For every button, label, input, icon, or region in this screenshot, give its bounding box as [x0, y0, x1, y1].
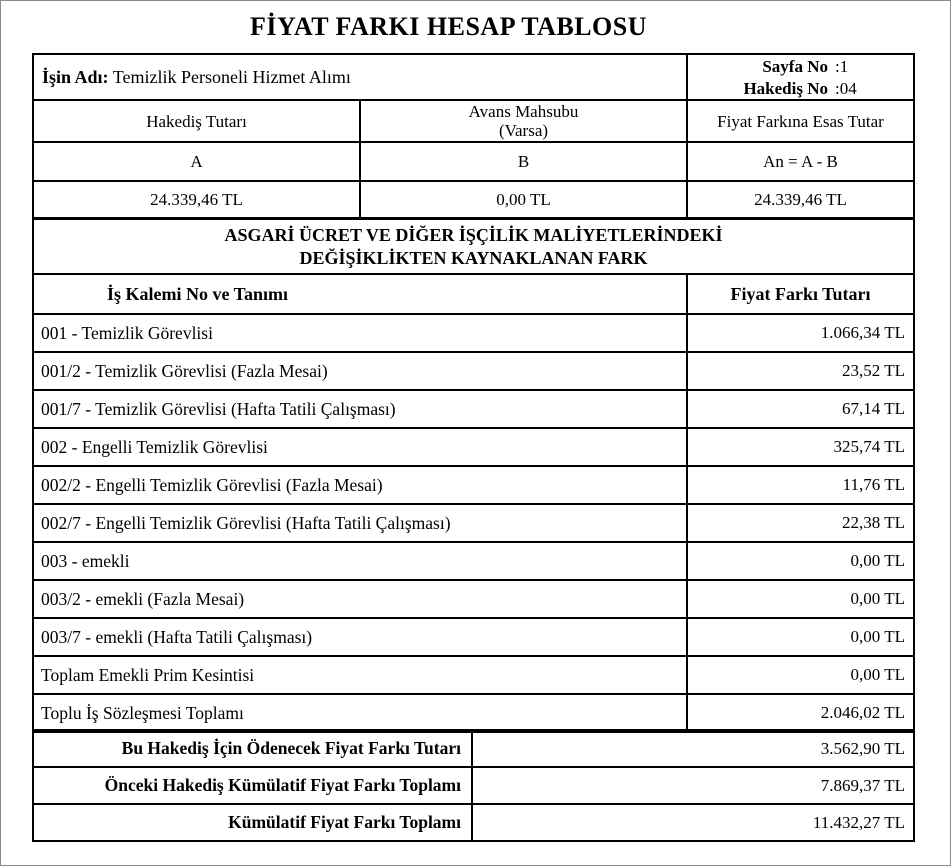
page-no-line	[728, 57, 873, 76]
table-row	[33, 542, 914, 580]
item-label: 003/2 - emekli (Fazla Mesai)	[33, 580, 687, 618]
summary-header-row	[33, 100, 914, 142]
section-band-line2: DEĞİŞİKLİKTEN KAYNAKLANAN FARK	[299, 247, 648, 268]
item-label: 002/2 - Engelli Temizlik Görevlisi (Fazla Mesai)	[33, 466, 687, 504]
table-row	[33, 580, 914, 618]
hakedis-no-label: Hakediş No	[743, 78, 828, 98]
item-amount: 0,00 TL	[687, 580, 914, 618]
item-label: 001/2 - Temizlik Görevlisi (Fazla Mesai)	[33, 352, 687, 390]
summary-code-a: A	[33, 142, 360, 181]
job-name-value: Temizlik Personeli Hizmet Alımı	[112, 66, 351, 87]
summary-code-row	[33, 142, 914, 181]
section-band-row	[33, 219, 914, 275]
item-amount: 0,00 TL	[687, 542, 914, 580]
header-row	[33, 54, 914, 100]
summary-col-header-a-line1: Hakediş Tutarı	[146, 111, 247, 131]
hakedis-no-value: :04	[835, 78, 857, 98]
job-name-label: İşin Adı:	[42, 66, 109, 87]
total-amount: 11.432,27 TL	[472, 804, 914, 841]
table-row	[33, 390, 914, 428]
summary-col-header-an	[687, 100, 914, 142]
item-amount: 22,38 TL	[687, 504, 914, 542]
table-row	[33, 466, 914, 504]
table-row	[33, 656, 914, 694]
item-label: 003 - emekli	[33, 542, 687, 580]
item-amount: 325,74 TL	[687, 428, 914, 466]
item-amount: 2.046,02 TL	[687, 694, 914, 732]
items-header-label: İş Kalemi No ve Tanımı	[106, 283, 289, 304]
page-no-value: :1	[835, 56, 849, 76]
summary-code-an: An = A - B	[687, 142, 914, 181]
summary-amount-a: 24.339,46 TL	[33, 181, 360, 219]
section-band-line1: ASGARİ ÜCRET VE DİĞER İŞÇİLİK MALİYETLERİNDEKİ	[224, 224, 723, 245]
document-title: FİYAT FARKI HESAP TABLOSU	[249, 12, 648, 41]
job-name-cell	[33, 54, 687, 100]
table-row	[33, 694, 914, 732]
table-row	[33, 314, 914, 352]
items-header-label-cell	[33, 274, 687, 314]
total-label: Önceki Hakediş Kümülatif Fiyat Farkı Toplamı	[33, 767, 472, 804]
page-info-cell	[687, 54, 914, 100]
page-info-block	[688, 57, 913, 98]
hakedis-no-line	[728, 79, 873, 98]
main-table	[32, 53, 915, 733]
total-label: Kümülatif Fiyat Farkı Toplamı	[33, 804, 472, 841]
table-row	[33, 504, 914, 542]
items-header-row	[33, 274, 914, 314]
summary-amount-row	[33, 181, 914, 219]
item-label: Toplu İş Sözleşmesi Toplamı	[33, 694, 687, 732]
summary-col-header-an-line1: Fiyat Farkına Esas Tutar	[717, 111, 884, 131]
item-amount: 67,14 TL	[687, 390, 914, 428]
table-row	[33, 618, 914, 656]
summary-col-header-b	[360, 100, 687, 142]
summary-col-header-b-line1: Avans Mahsubu	[468, 102, 579, 121]
item-label: Toplam Emekli Prim Kesintisi	[33, 656, 687, 694]
summary-col-header-b-line2: (Varsa)	[498, 121, 549, 140]
totals-row	[33, 730, 914, 767]
table-row	[33, 428, 914, 466]
item-label: 001 - Temizlik Görevlisi	[33, 314, 687, 352]
item-amount: 23,52 TL	[687, 352, 914, 390]
item-label: 002/7 - Engelli Temizlik Görevlisi (Hafta Tatili Çalışması)	[33, 504, 687, 542]
page-no-label: Sayfa No	[762, 56, 828, 76]
total-label: Bu Hakediş İçin Ödenecek Fiyat Farkı Tutarı	[33, 730, 472, 767]
summary-col-header-a	[33, 100, 360, 142]
summary-amount-b: 0,00 TL	[360, 181, 687, 219]
totals-table	[32, 729, 915, 842]
summary-amount-an: 24.339,46 TL	[687, 181, 914, 219]
totals-row	[33, 767, 914, 804]
item-amount: 1.066,34 TL	[687, 314, 914, 352]
total-amount: 7.869,37 TL	[472, 767, 914, 804]
item-amount: 11,76 TL	[687, 466, 914, 504]
item-label: 001/7 - Temizlik Görevlisi (Hafta Tatili Çalışması)	[33, 390, 687, 428]
items-header-amount: Fiyat Farkı Tutarı	[687, 274, 914, 314]
item-label: 003/7 - emekli (Hafta Tatili Çalışması)	[33, 618, 687, 656]
totals-row	[33, 804, 914, 841]
item-amount: 0,00 TL	[687, 618, 914, 656]
table-row	[33, 352, 914, 390]
total-amount: 3.562,90 TL	[472, 730, 914, 767]
item-amount: 0,00 TL	[687, 656, 914, 694]
summary-code-b: B	[360, 142, 687, 181]
item-label: 002 - Engelli Temizlik Görevlisi	[33, 428, 687, 466]
section-band	[33, 219, 914, 275]
